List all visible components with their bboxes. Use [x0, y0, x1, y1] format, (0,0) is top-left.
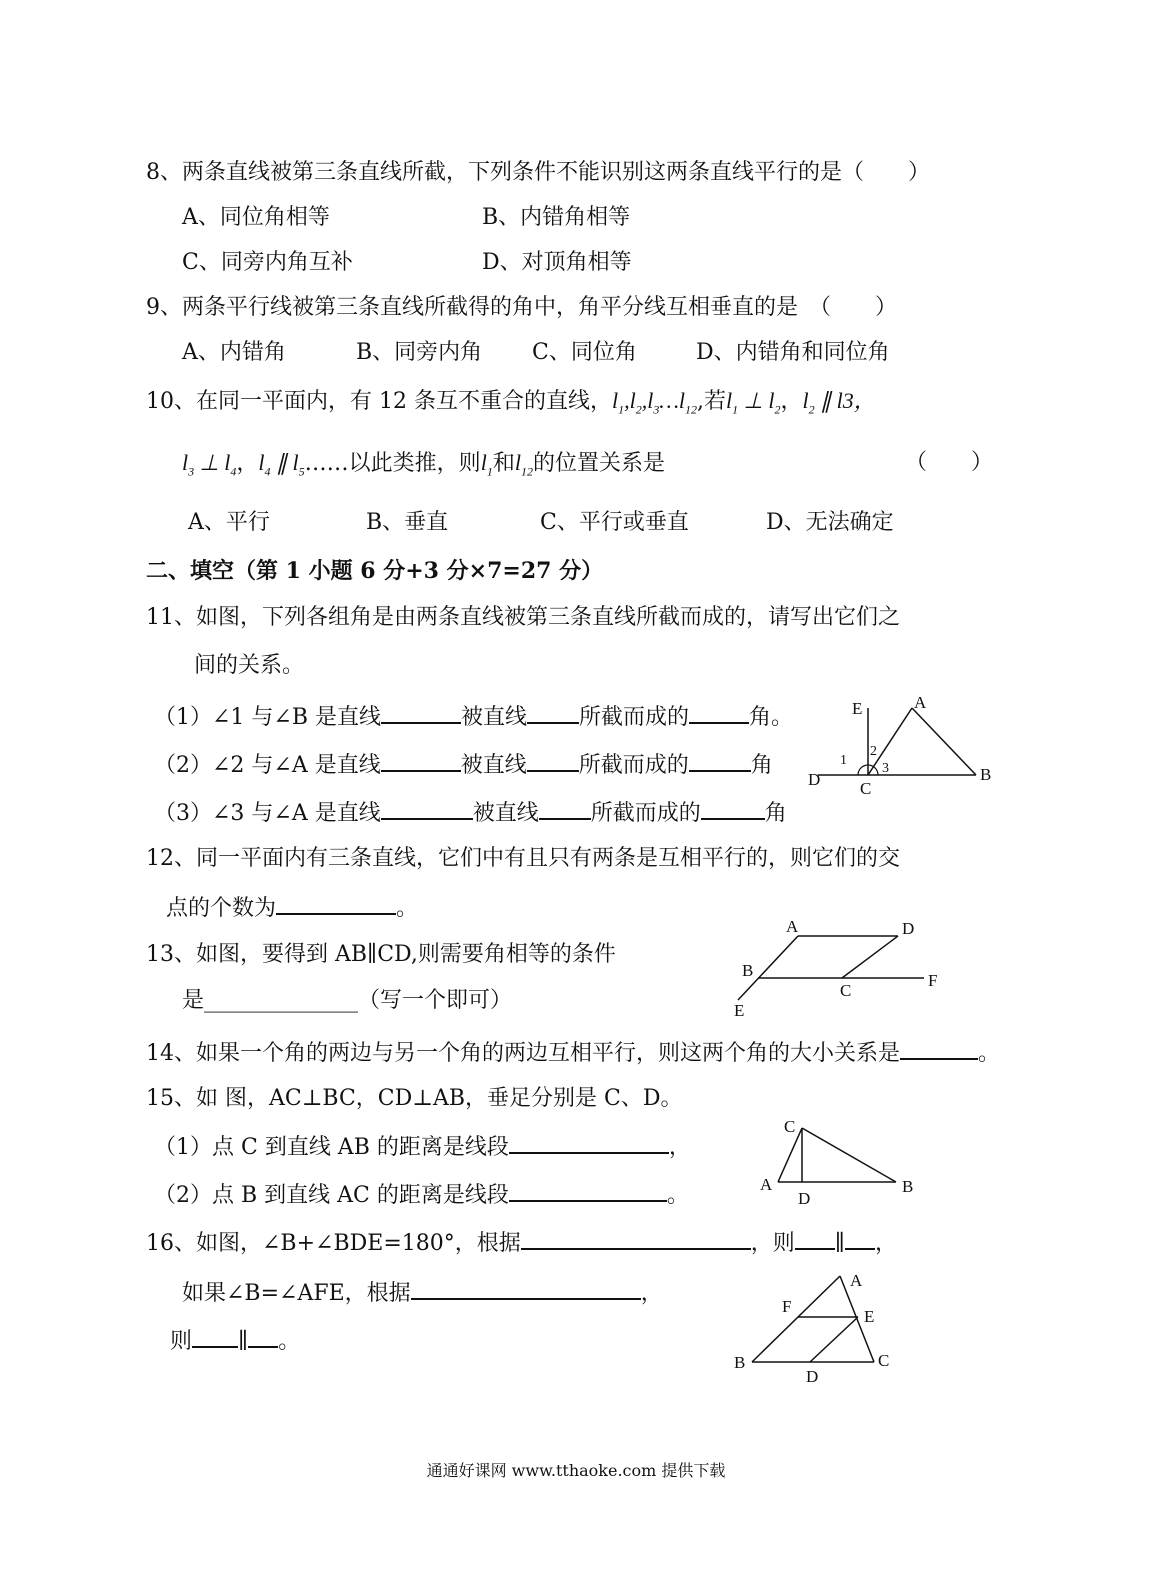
q11-sub-2-text: （2）∠2 与∠A 是直线: [154, 753, 381, 778]
q9-option-c: C、同位角: [532, 340, 637, 365]
q10-stem-a: 10、在同一平面内，有 12 条互不重合的直线，: [146, 389, 612, 414]
q16-line3-text: 则: [170, 1329, 193, 1354]
q15-sub-2-end: 。: [666, 1183, 689, 1208]
label-d: D: [798, 1189, 811, 1208]
label-f: F: [782, 1297, 792, 1316]
q13-tail: （写一个即可）: [358, 988, 513, 1013]
answer-blank[interactable]: [381, 748, 461, 772]
label-a: A: [850, 1271, 863, 1290]
q16-stem-a: 16、如图，∠B+∠BDE=180°，根据: [146, 1231, 521, 1256]
q16-line3: [170, 1324, 300, 1357]
q13-stem-2-text: 是: [182, 988, 205, 1013]
label-e: E: [852, 699, 863, 718]
q10-stem-c: ，: [780, 389, 803, 414]
q15-sub-2: [154, 1178, 689, 1211]
q16-stem: [146, 1226, 897, 1259]
q12-stem-2: [166, 891, 418, 924]
q15-sub-1-text: （1）点 C 到直线 AB 的距离是线段: [154, 1135, 509, 1160]
q8-option-b: B、内错角相等: [482, 205, 631, 230]
angle-text: 角。: [749, 705, 794, 730]
q10-option-c: C、平行或垂直: [540, 510, 689, 535]
q10-line2-c: 的位置关系是: [532, 451, 665, 476]
answer-blank[interactable]: [248, 1324, 278, 1348]
line-cb: [802, 1128, 896, 1182]
q15-figure: [756, 1114, 926, 1214]
q9-option-b: B、同旁内角: [356, 340, 483, 365]
q11-sub-2: [154, 748, 773, 781]
answer-blank[interactable]: [689, 700, 749, 724]
q14-stem-text: 14、如果一个角的两边与另一个角的两边互相平行，则这两个角的大小关系是: [146, 1041, 900, 1066]
q11-sub-1-text: （1）∠1 与∠B 是直线: [154, 705, 382, 730]
by-line-text: 被直线: [472, 801, 539, 826]
answer-blank[interactable]: [411, 1276, 641, 1300]
q9-option-a: A、内错角: [182, 340, 286, 365]
answer-blank[interactable]: [381, 700, 461, 724]
label-b: B: [742, 961, 754, 980]
q12-stem-2-text: 点的个数为: [166, 896, 277, 921]
q13-stem-1: 13、如图，要得到 AB∥CD,则需要角相等的条件: [146, 942, 616, 967]
q13-stem-2: [182, 986, 512, 1016]
q10-stem-d: l3，: [836, 388, 876, 413]
label-c: C: [860, 779, 872, 798]
q11-stem-2: 间的关系。: [194, 653, 305, 678]
label-b: B: [980, 765, 992, 784]
answer-blank[interactable]: [539, 796, 591, 820]
q14-stem: [146, 1036, 1000, 1069]
label-e: E: [864, 1307, 875, 1326]
q10-stem-b: ,若: [697, 389, 727, 414]
answer-blank[interactable]: ______________: [204, 988, 359, 1013]
q10-perp-1-2: $l_1$ ⊥ $l_2$: [726, 388, 781, 417]
q16-comma: ，: [874, 1231, 897, 1256]
label-b: B: [902, 1177, 914, 1196]
q14-end: 。: [978, 1041, 1001, 1066]
q16-line2-text: 如果∠B=∠AFE，根据: [182, 1281, 411, 1306]
q10-line2-a: ……以此类推，则: [304, 451, 481, 476]
q16-line2: [182, 1276, 663, 1309]
q11-stem-1: 11、如图，下列各组角是由两条直线被第三条直线所截而成的，请写出它们之: [146, 605, 900, 630]
answer-blank[interactable]: [192, 1324, 238, 1348]
q15-sub-2-text: （2）点 B 到直线 AC 的距离是线段: [154, 1183, 509, 1208]
line-ac: [778, 1128, 802, 1182]
answer-blank[interactable]: [900, 1036, 978, 1060]
q8-option-a: A、同位角相等: [182, 205, 330, 230]
by-line-text: 被直线: [460, 753, 527, 778]
angle-text: 角: [750, 753, 773, 778]
angle-text: 角: [764, 801, 787, 826]
parallel-symbol: ∥: [834, 1231, 845, 1256]
label-a: A: [914, 693, 927, 712]
label-c: C: [878, 1351, 890, 1370]
line-dc: [842, 936, 898, 978]
answer-blank[interactable]: [701, 796, 765, 820]
label-f: F: [928, 971, 938, 990]
answer-blank[interactable]: [527, 748, 579, 772]
q10-line2-b: 和: [492, 451, 515, 476]
q13-figure: [728, 916, 958, 1026]
q16-end: 。: [278, 1329, 301, 1354]
label-a: A: [760, 1175, 773, 1194]
answer-blank[interactable]: [795, 1226, 835, 1250]
label-2: 2: [870, 744, 877, 759]
label-3: 3: [882, 761, 889, 776]
label-b: B: [734, 1353, 746, 1372]
section-title: 二、填空（第 1 小题 6 分+3 分×7=27 分）: [146, 558, 604, 584]
answer-blank[interactable]: [276, 891, 396, 915]
q16-stem-b: ，则: [750, 1231, 795, 1256]
q10-option-d: D、无法确定: [766, 510, 894, 535]
q10-parallel-4-5: $l_4$ ∥ $l_5$: [258, 450, 305, 479]
q11-sub-1: [154, 700, 793, 733]
q10-paren: （ ）: [905, 450, 994, 475]
label-e: E: [734, 1001, 745, 1020]
label-a: A: [786, 917, 799, 936]
q15-stem: 15、如 图，AC⊥BC，CD⊥AB，垂足分别是 C、D。: [146, 1086, 683, 1111]
q8-option-d: D、对顶角相等: [482, 250, 632, 275]
label-d: D: [902, 919, 915, 938]
answer-blank[interactable]: [521, 1226, 751, 1250]
answer-blank[interactable]: [509, 1130, 669, 1154]
q11-sub-3-text: （3）∠3 与∠A 是直线: [154, 801, 381, 826]
cut-text: 所截而成的: [579, 705, 690, 730]
label-d: D: [808, 770, 821, 789]
line-ab: [912, 708, 976, 775]
q11-figure: [800, 690, 1000, 800]
footer-credit: 通通好课网 www.tthaoke.com 提供下载: [426, 1461, 726, 1480]
q12-end: 。: [396, 896, 419, 921]
q11-sub-3: [154, 796, 787, 829]
line-ca: [868, 708, 912, 775]
q9-stem: 9、两条平行线被第三条直线所截得的角中，角平分线互相垂直的是 （ ）: [146, 295, 897, 320]
q10-l2-parallel: $l_2$ ∥: [802, 388, 837, 417]
q10-option-b: B、垂直: [366, 510, 449, 535]
q15-sub-1-end: ，: [668, 1135, 691, 1160]
by-line-text: 被直线: [461, 705, 528, 730]
cut-text: 所截而成的: [590, 801, 701, 826]
q10-l1: $l_1$: [480, 450, 493, 479]
label-1: 1: [840, 753, 847, 768]
answer-blank[interactable]: [509, 1178, 667, 1202]
q10-l12: $l_{12}$: [514, 450, 533, 479]
q16-figure: [730, 1268, 900, 1388]
label-c: C: [784, 1117, 796, 1136]
q8-option-c: C、同旁内角互补: [182, 250, 353, 275]
answer-blank[interactable]: [527, 700, 579, 724]
q10-option-a: A、平行: [188, 510, 270, 535]
answer-blank[interactable]: [689, 748, 751, 772]
parallel-symbol: ∥: [238, 1329, 249, 1354]
q10-line2: $l_3$ ⊥ $l_4$，$l_4$ ∥ $l_5\dots\dots$以此类推，则$l_1$和$l_{12}$的位置关系是: [182, 450, 665, 479]
q8-stem: 8、两条直线被第三条直线所截，下列条件不能识别这两条直线平行的是（ ）: [146, 160, 930, 185]
label-c: C: [840, 981, 852, 1000]
cut-text: 所截而成的: [578, 753, 689, 778]
q15-sub-1: [154, 1130, 691, 1163]
q9-option-d: D、内错角和同位角: [696, 340, 890, 365]
q10-perp-3-4: $l_3$ ⊥ $l_4$: [182, 450, 237, 479]
q16-line2-end: ，: [640, 1281, 663, 1306]
label-d: D: [806, 1367, 819, 1386]
q10-line-list: $l_1,l_2,l_3\dots l_{12}$: [611, 388, 698, 417]
answer-blank[interactable]: [845, 1226, 875, 1250]
q12-stem-1: 12、同一平面内有三条直线，它们中有且只有两条是互相平行的，则它们的交: [146, 846, 900, 871]
line-de: [810, 1317, 858, 1362]
answer-blank[interactable]: [381, 796, 473, 820]
q10-stem: [146, 386, 876, 424]
line-ba: [752, 1276, 840, 1362]
